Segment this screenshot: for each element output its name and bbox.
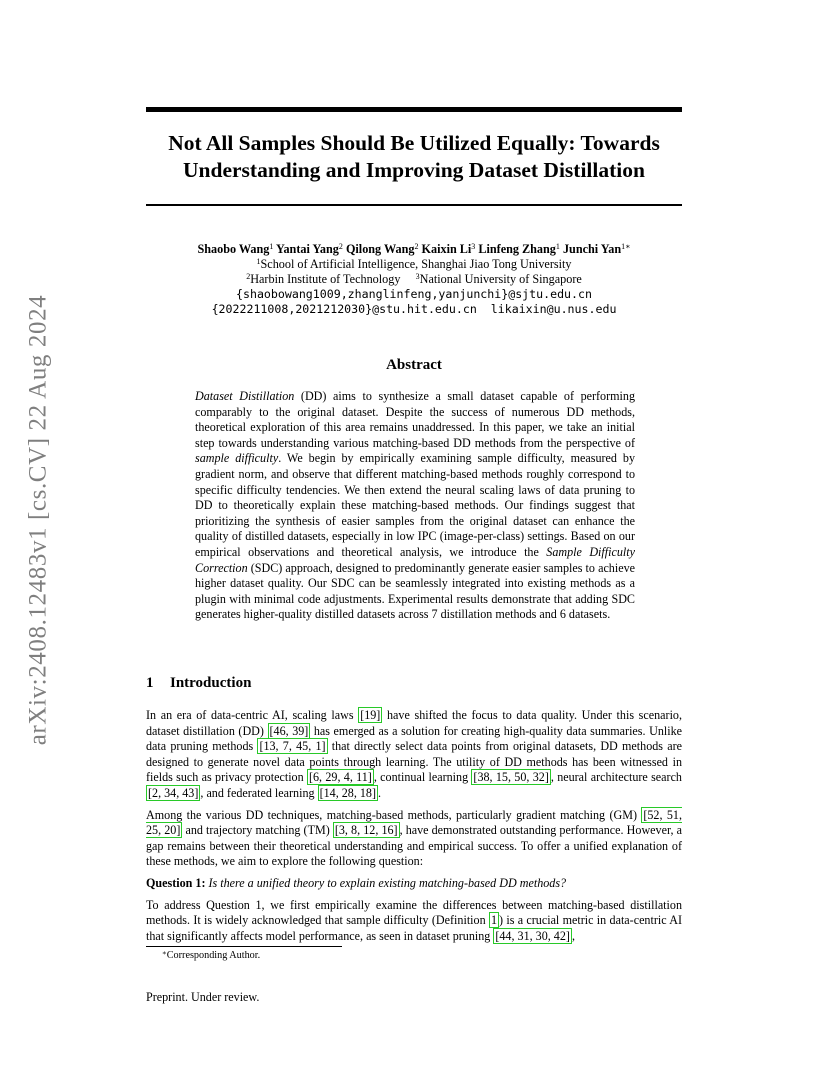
intro-paragraph-3 xyxy=(146,898,682,945)
title-rule-bottom xyxy=(146,204,682,206)
affiliation-sjtu: School of Artificial Intelligence, Shanghai Jiao Tong University xyxy=(260,257,572,271)
section-number: 1 xyxy=(146,675,154,691)
abstract-body xyxy=(195,389,635,623)
affiliation-sup: 3 xyxy=(415,272,420,281)
author-sup: 3 xyxy=(471,242,476,251)
footnote-text: Corresponding Author. xyxy=(166,950,261,961)
definition-link[interactable]: 1 xyxy=(490,913,497,928)
author-name: Linfeng Zhang xyxy=(478,242,556,256)
author-block xyxy=(146,242,682,317)
body-text: In an era of data-centric AI, scaling laws xyxy=(146,708,359,722)
affiliation-line-2 xyxy=(146,272,682,287)
footnote-rule xyxy=(146,946,342,947)
abstract-italic: Sample Difficulty Correction xyxy=(195,544,635,575)
body-text: that directly select data points from original datasets, DD methods are designed to generate novel data points through learning. The utility of DD methods has been witnessed in fields such as privacy protection xyxy=(146,739,682,785)
email-nus[interactable]: likaixin@u.nus.edu xyxy=(490,302,617,316)
abstract-italic: Dataset Distillation xyxy=(195,389,295,403)
title-line-2: Understanding and Improving Dataset Distillation xyxy=(183,158,645,182)
email-line-1[interactable]: {shaobowang1009,zhanglinfeng,yanjunchi}@sjtu.edu.cn xyxy=(236,287,592,301)
title-rule-top xyxy=(146,107,682,112)
author-sup: 2 xyxy=(338,242,343,251)
affiliation-hit: Harbin Institute of Technology xyxy=(250,272,401,286)
author-name: Yantai Yang xyxy=(276,242,339,256)
author-sup: 1∗ xyxy=(621,242,631,251)
body-text: have shifted the focus to data quality. Under this scenario, dataset distillation (DD) xyxy=(146,708,682,738)
body-text: Among the various DD techniques, matching-based methods, particularly gradient matching (GM) xyxy=(146,807,642,822)
citation-link[interactable]: [2, 34, 43] xyxy=(148,785,199,800)
body-text: , have demonstrated outstanding performance. However, a gap remains between their theoretical understanding and empirical success. To offer a unified explanation of these methods, we aim to explore the following question: xyxy=(146,823,682,869)
intro-paragraph-2 xyxy=(146,808,682,870)
abstract-paragraph xyxy=(195,389,635,623)
question-text: Is there a unified theory to explain existing matching-based DD methods? xyxy=(208,875,567,890)
citation-link[interactable]: [38, 15, 50, 32] xyxy=(473,770,549,785)
abstract-italic: sample difficulty xyxy=(195,451,279,466)
affiliation-sup: 1 xyxy=(256,257,261,266)
arxiv-stamp-text: arXiv:2408.12483v1 [cs.CV] 22 Aug 2024 xyxy=(24,294,52,746)
preprint-notice: Preprint. Under review. xyxy=(146,990,260,1004)
affiliation-line-1 xyxy=(146,257,682,272)
body-text: , continual learning xyxy=(373,770,472,785)
body-text: , neural architecture search xyxy=(550,770,682,785)
citation-link[interactable]: [46, 39] xyxy=(269,723,309,738)
arxiv-stamp xyxy=(18,280,58,760)
citation-link[interactable]: [52, 51, 25, 20] xyxy=(146,807,682,838)
section-heading-introduction xyxy=(146,675,251,692)
email-line-2 xyxy=(146,302,682,317)
author-sup: 1 xyxy=(269,242,274,251)
author-name: Junchi Yan xyxy=(562,242,622,256)
abstract-heading: Abstract xyxy=(386,357,442,373)
research-question xyxy=(146,876,682,892)
email-hit[interactable]: {2022211008,2021212030}@stu.hit.edu.cn xyxy=(211,302,477,316)
body-text: and trajectory matching (TM) xyxy=(182,823,333,838)
footnote-mark: ∗ xyxy=(162,949,167,957)
citation-link[interactable]: [14, 28, 18] xyxy=(319,785,377,800)
intro-paragraph-1 xyxy=(146,708,682,802)
citation-link[interactable]: [6, 29, 4, 11] xyxy=(308,770,372,785)
body-text: ) is a crucial metric in data-centric AI that significantly affects model performance, as seen in dataset pruning xyxy=(146,913,683,943)
question-label: Question 1: xyxy=(146,875,206,890)
body-text: , xyxy=(571,928,575,943)
author-name: Kaixin Li xyxy=(421,242,472,256)
body-text: . xyxy=(378,785,382,800)
footnote xyxy=(162,950,260,961)
body-text: To address Question 1, we first empirically examine the differences between matching-based distillation methods. It is widely acknowledged that sample difficulty (Definition xyxy=(146,897,682,928)
citation-link[interactable]: [3, 8, 12, 16] xyxy=(334,823,398,838)
paper-title xyxy=(146,130,682,184)
body-text: , and federated learning xyxy=(200,785,318,800)
author-name: Qilong Wang xyxy=(345,242,415,256)
abstract-text: (DD) aims to synthesize a small dataset capable of performing comparably to the original dataset. Despite the success of numerous DD methods, theoretical exploration of this area remains unaddressed. In this paper, we take an initial step towards understanding various matching-based DD methods from the perspective of xyxy=(195,389,635,450)
author-names xyxy=(146,242,682,257)
abstract-text: (SDC) approach, designed to predominantly generate easier samples to achieve higher dataset quality. Our SDC can be seamlessly integrated into existing methods as a plugin with minimal code adjustments. Experimental results demonstrate that adding SDC generates higher-quality distilled datasets across 7 distillation methods and 6 datasets. xyxy=(195,560,635,622)
affiliation-sup: 2 xyxy=(246,272,251,281)
citation-link[interactable]: [13, 7, 45, 1] xyxy=(259,739,326,754)
author-sup: 1 xyxy=(555,242,560,251)
abstract-text: . We begin by empirically examining sample difficulty, measured by gradient norm, and observe that different matching-based methods roughly correspond to specific difficulty tendencies. We then extend the neural scaling laws of data pruning to DD to theoretically explain these matching-based methods. Our findings suggest that prioritizing the synthesis of easier samples from the original dataset can enhance the quality of distilled datasets, especially in low IPC (image-per-class) settings. Based on our empirical observations and theoretical analysis, we introduce the xyxy=(195,451,635,559)
citation-link[interactable]: [19] xyxy=(360,708,381,722)
introduction-body xyxy=(146,708,682,950)
author-name: Shaobo Wang xyxy=(197,242,270,256)
body-text: has emerged as a solution for creating high-quality data summaries. Unlike data pruning methods xyxy=(146,723,682,754)
citation-link[interactable]: [44, 31, 30, 42] xyxy=(495,928,570,943)
affiliation-nus: National University of Singapore xyxy=(419,272,582,286)
title-line-1: Not All Samples Should Be Utilized Equally: Towards xyxy=(168,131,660,155)
author-sup: 2 xyxy=(414,242,419,251)
section-title: Introduction xyxy=(170,675,252,691)
